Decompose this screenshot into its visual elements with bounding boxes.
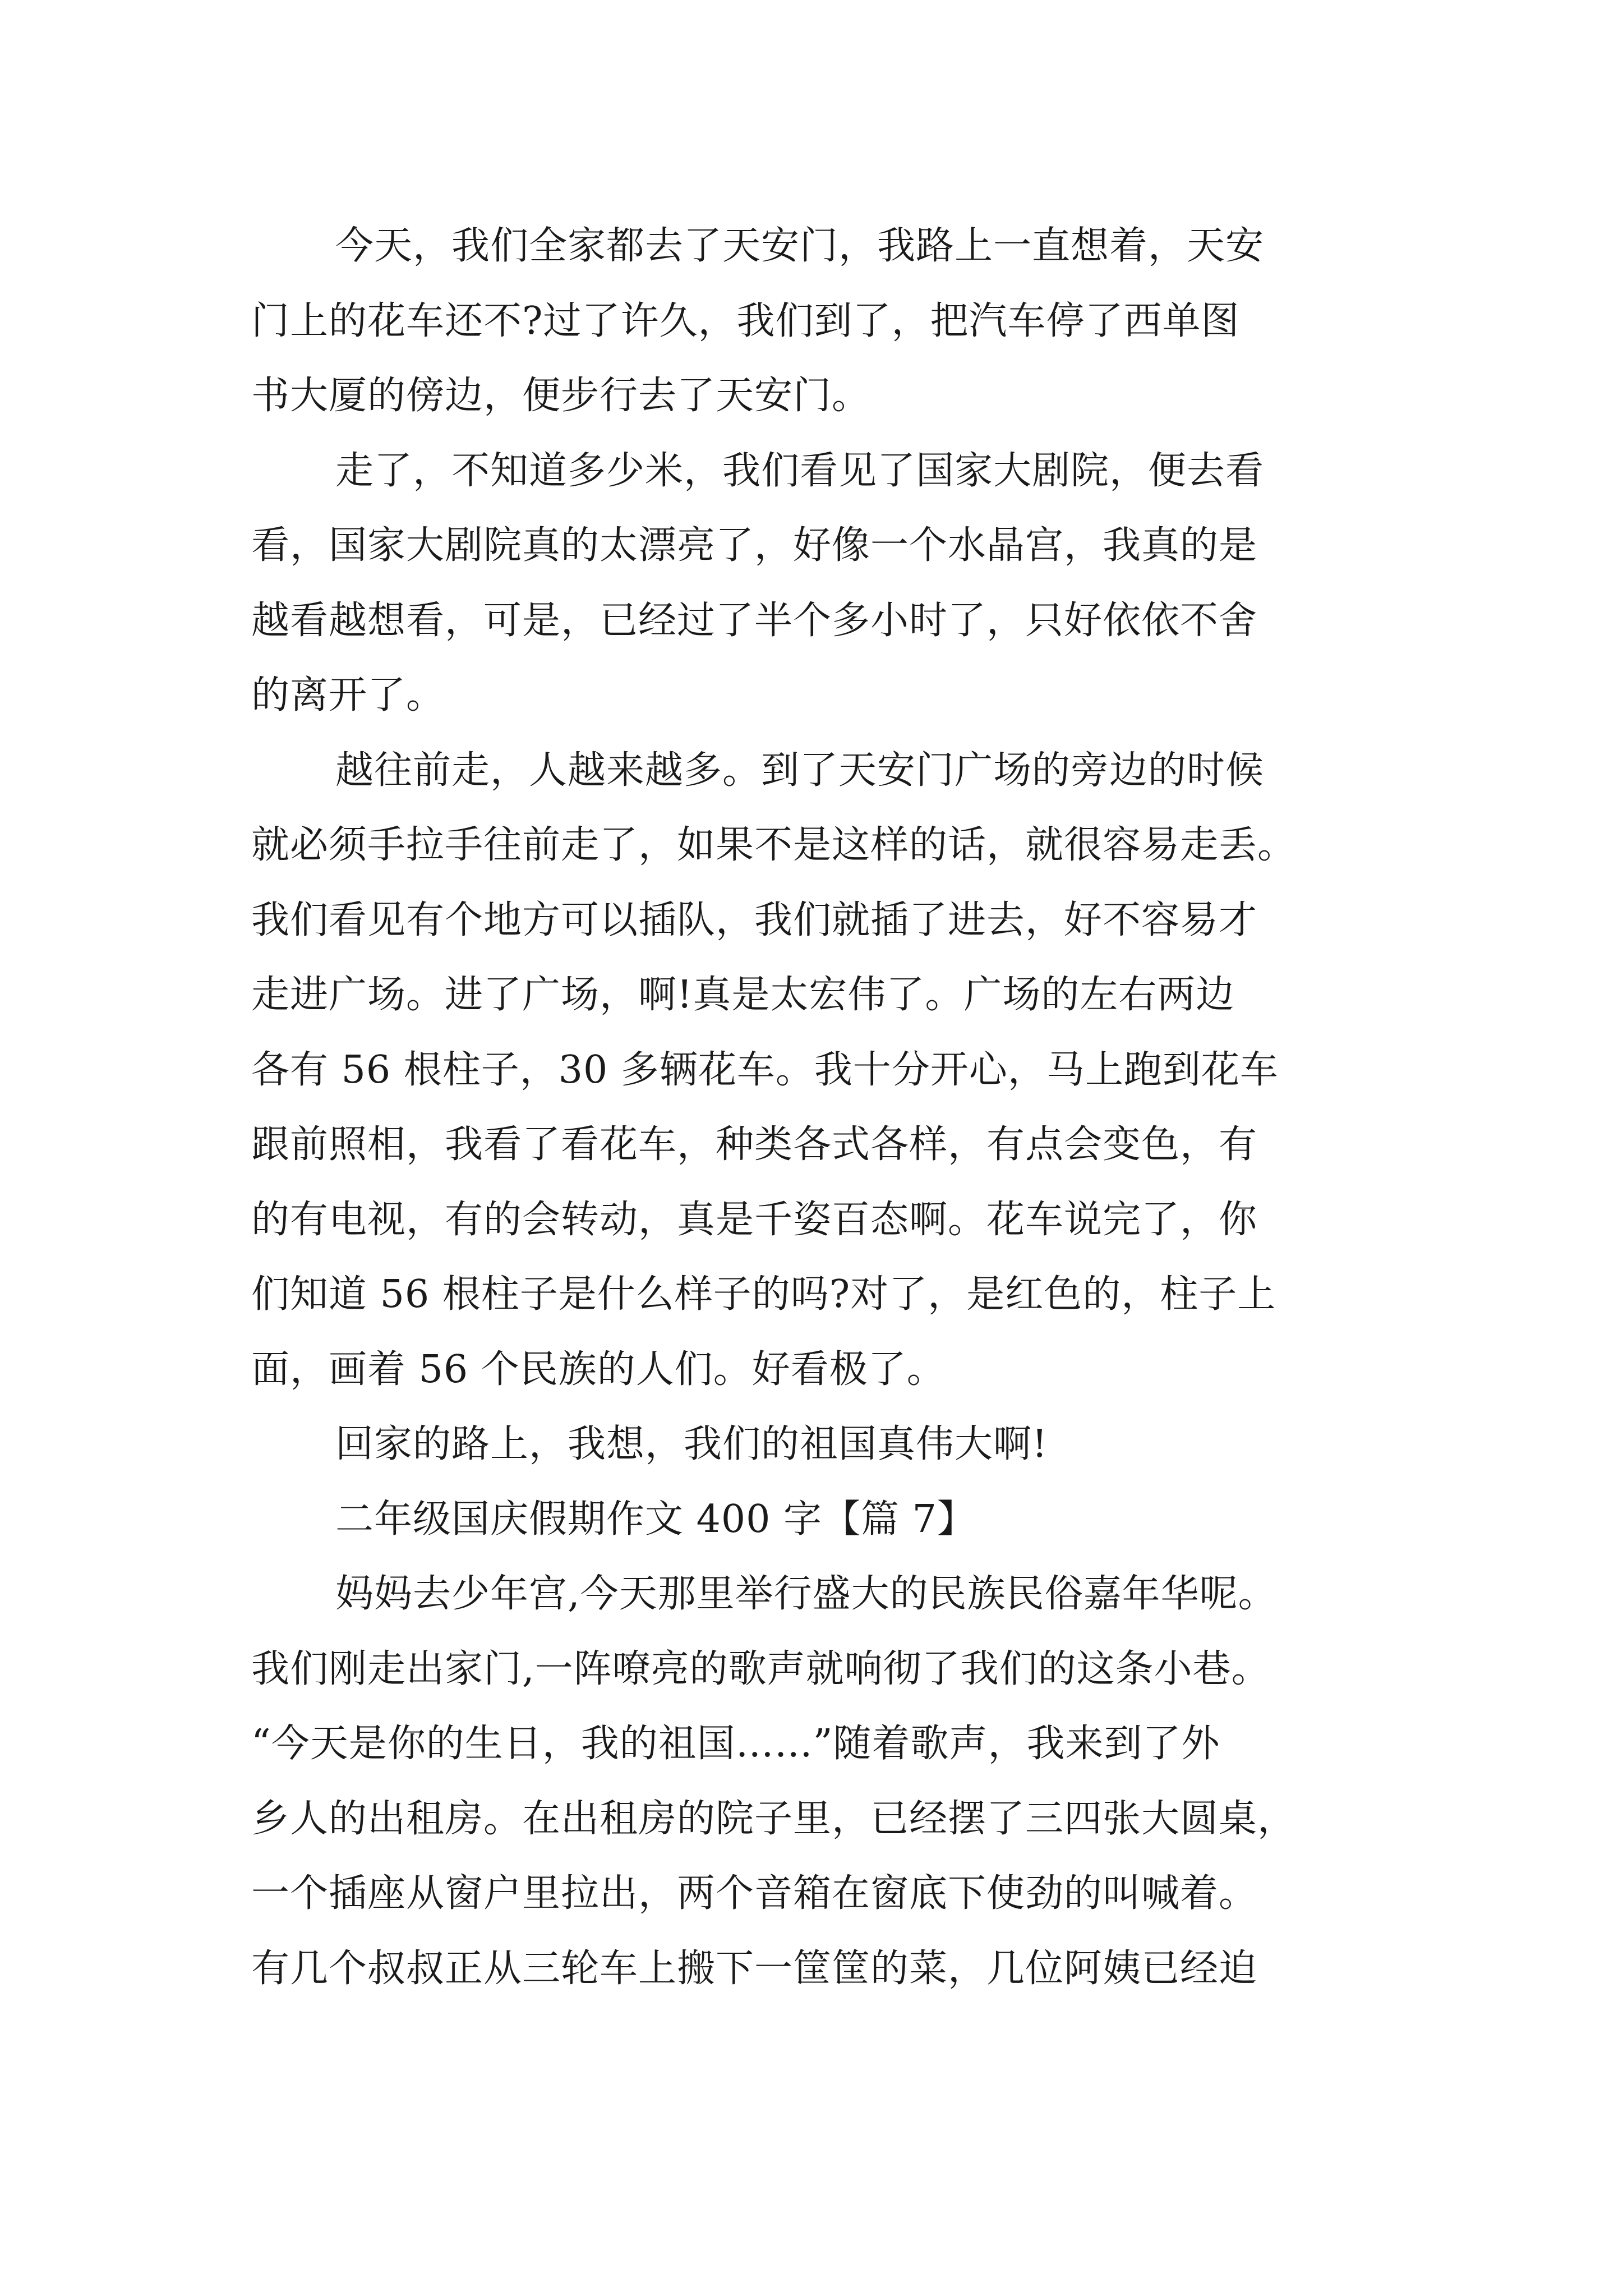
text-line: 乡人的出租房。在出租房的院子里，已经摆了三四张大圆桌， (251, 1796, 1297, 1841)
text-line: 妈妈去少年宫,今天那里举行盛大的民族民俗嘉年华呢。 (335, 1572, 1277, 1616)
text-line: 看，国家大剧院真的太漂亮了，好像一个水晶宫，我真的是 (251, 523, 1258, 568)
text-line: 我们看见有个地方可以插队，我们就插了进去，好不容易才 (251, 898, 1258, 942)
text-line: 的离开了。 (251, 673, 445, 717)
text-line: 的有电视，有的会转动，真是千姿百态啊。花车说完了，你 (251, 1197, 1258, 1242)
text-line: 一个插座从窗户里拉出，两个音箱在窗底下使劲的叫喊着。 (251, 1871, 1258, 1916)
text-line: 回家的路上，我想，我们的祖国真伟大啊! (335, 1422, 1048, 1466)
text-line: 各有 56 根柱子，30 多辆花车。我十分开心，马上跑到花车 (251, 1047, 1279, 1092)
text-line: 今天，我们全家都去了天安门，我路上一直想着，天安 (335, 224, 1265, 268)
text-line: 走进广场。进了广场，啊!真是太宏伟了。广场的左右两边 (251, 973, 1235, 1017)
text-line: 二年级国庆假期作文 400 字【篇 7】 (335, 1497, 976, 1542)
text-line: 书大厦的傍边，便步行去了天安门。 (251, 374, 871, 418)
text-line: “今天是你的生日，我的祖国……”随着歌声，我来到了外 (251, 1722, 1220, 1766)
text-line: 越往前走，人越来越多。到了天安门广场的旁边的时候 (335, 748, 1265, 793)
text-line: 门上的花车还不?过了许久，我们到了，把汽车停了西单图 (251, 298, 1240, 343)
text-line: 面，画着 56 个民族的人们。好看极了。 (251, 1347, 946, 1392)
text-line: 走了，不知道多少米，我们看见了国家大剧院，便去看 (335, 448, 1265, 493)
text-line: 就必须手拉手往前走了，如果不是这样的话，就很容易走丢。 (251, 823, 1297, 867)
document-body (251, 209, 1440, 2006)
text-line: 我们刚走出家门,一阵嘹亮的歌声就响彻了我们的这条小巷。 (251, 1646, 1270, 1691)
text-line: 有几个叔叔正从三轮车上搬下一筐筐的菜，几位阿姨已经迫 (251, 1946, 1258, 1991)
text-line: 越看越想看，可是，已经过了半个多小时了，只好依依不舍 (251, 598, 1258, 643)
text-line: 们知道 56 根柱子是什么样子的吗?对了，是红色的，柱子上 (251, 1272, 1276, 1317)
text-line: 跟前照相，我看了看花车，种类各式各样，有点会变色，有 (251, 1122, 1258, 1167)
